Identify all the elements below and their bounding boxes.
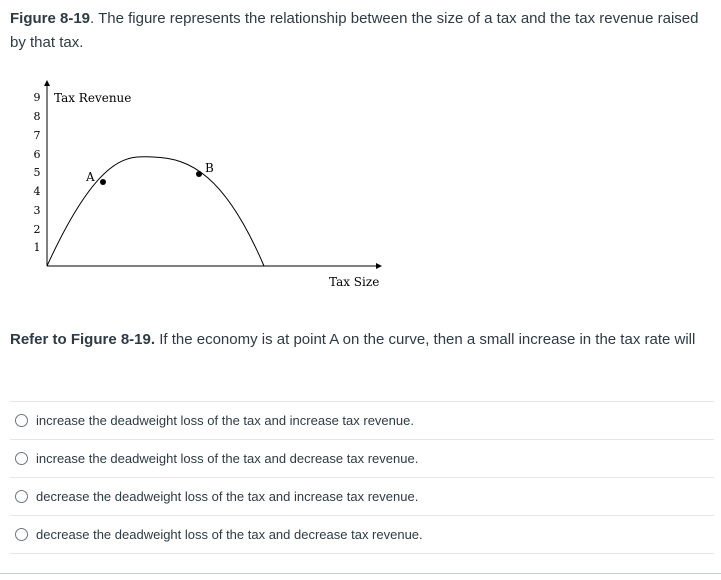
answer-option[interactable] bbox=[10, 478, 714, 516]
y-tick-label: 5 bbox=[33, 166, 41, 179]
y-tick-label: 7 bbox=[33, 129, 41, 142]
point-a-label: A bbox=[86, 170, 95, 184]
answer-list bbox=[10, 401, 714, 554]
tax-revenue-chart bbox=[0, 70, 400, 310]
answer-label[interactable]: decrease the deadweight loss of the tax and decrease tax revenue. bbox=[36, 527, 423, 542]
answer-option[interactable] bbox=[10, 440, 714, 478]
answer-label[interactable]: decrease the deadweight loss of the tax and increase tax revenue. bbox=[36, 489, 419, 504]
revenue-curve bbox=[47, 157, 264, 266]
radio-button[interactable] bbox=[15, 452, 28, 465]
y-tick-label: 2 bbox=[33, 223, 41, 236]
answer-option[interactable] bbox=[10, 516, 714, 554]
y-tick-label: 1 bbox=[33, 241, 41, 254]
radio-button[interactable] bbox=[15, 414, 28, 427]
answer-label[interactable]: increase the deadweight loss of the tax and increase tax revenue. bbox=[36, 413, 414, 428]
figure-label: Figure 8-19 bbox=[10, 10, 91, 27]
y-tick-label: 9 bbox=[33, 91, 41, 104]
y-axis-label: Tax Revenue bbox=[54, 91, 132, 105]
figure-description-text: . The figure represents the relationship between the size of a tax and the tax revenue raised by that tax. bbox=[10, 10, 699, 51]
point-a-marker bbox=[100, 179, 106, 185]
y-tick-label: 6 bbox=[33, 148, 41, 161]
answer-option[interactable] bbox=[10, 402, 714, 440]
radio-button[interactable] bbox=[15, 490, 28, 503]
y-axis-arrow bbox=[44, 80, 50, 86]
radio-button[interactable] bbox=[15, 528, 28, 541]
point-b-label: B bbox=[205, 161, 214, 175]
y-tick-label: 3 bbox=[33, 204, 41, 217]
y-tick-label: 8 bbox=[33, 110, 41, 123]
tax-revenue-figure bbox=[0, 70, 400, 310]
y-tick-label: 4 bbox=[33, 185, 41, 198]
bottom-divider bbox=[0, 573, 721, 574]
question-text bbox=[10, 328, 710, 352]
x-axis-label: Tax Size bbox=[329, 275, 380, 289]
point-b-marker bbox=[196, 171, 202, 177]
question-body: If the economy is at point A on the curve, then a small increase in the tax rate will bbox=[155, 331, 696, 348]
answer-label[interactable]: increase the deadweight loss of the tax and decrease tax revenue. bbox=[36, 451, 419, 466]
figure-description bbox=[10, 7, 710, 55]
x-axis-arrow bbox=[376, 263, 382, 269]
question-figure-ref: Refer to Figure 8-19. bbox=[10, 331, 156, 348]
